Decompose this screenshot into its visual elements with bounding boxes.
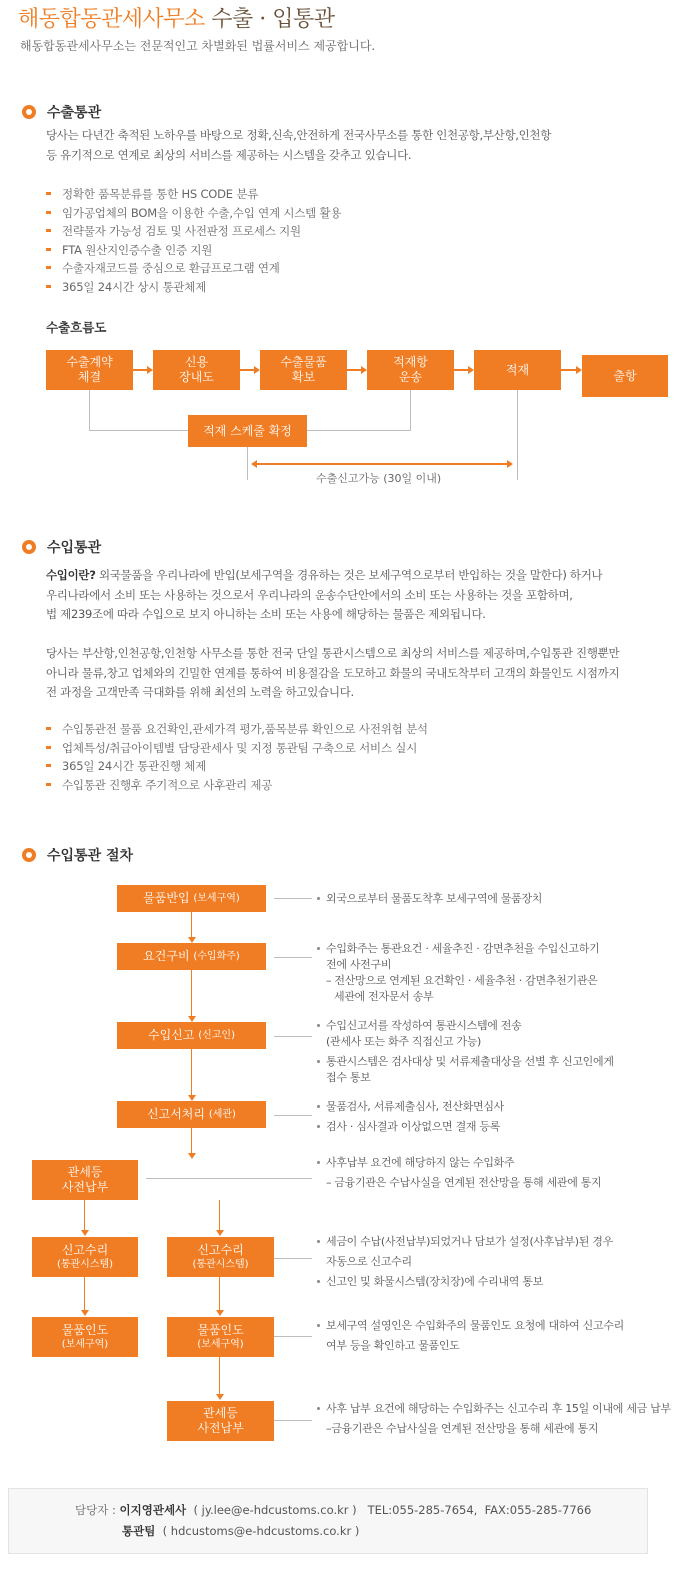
- page-title-main: 해동합동관세사무소: [18, 7, 205, 32]
- step-prepay-right: 관세등 사전납부: [167, 1401, 274, 1441]
- connector-line: [307, 430, 411, 431]
- import-definition-text: 법 제239조에 따라 수입으로 보지 아니하는 소비 또는 사용에 해당하는 물품은 제외됩니다.: [46, 607, 486, 621]
- connector-line: [274, 957, 312, 958]
- step-accept-left: 신고수리 (통관시스템): [32, 1237, 138, 1277]
- connector-line: [146, 1178, 312, 1179]
- desc-prepay-right: 사후 납부 요건에 해당하는 수입화주는 신고수리 후 15일 이내에 세금 납부 –금융기관은 수납사실을 연계된 전산망을 통해 세관에 통지: [317, 1401, 671, 1437]
- contact-label: 담당자 :: [75, 1503, 116, 1517]
- import-definition: [46, 566, 656, 625]
- contact-name: 이지영관세사: [119, 1503, 187, 1517]
- import-definition-text: 외국물품을 우리나라에 반입(보세구역을 경유하는 것은 보세구역으로부터 반입하는 것을 말한다) 하거나: [95, 568, 603, 582]
- arrow-down-icon: [216, 1230, 224, 1236]
- import-section-title: 수입통관: [47, 540, 102, 556]
- connector-line: [219, 1200, 220, 1230]
- flow-arrow-line: [454, 369, 468, 371]
- connector-line: [89, 430, 188, 431]
- export-intro: [46, 126, 656, 165]
- flow-arrow-line: [347, 369, 361, 371]
- arrow-right-icon: [576, 366, 582, 374]
- import-section-header: [22, 537, 101, 557]
- contact-team: 통관팀: [122, 1524, 156, 1538]
- procedure-section-header: [22, 845, 133, 865]
- contact-row-team: [122, 1523, 359, 1539]
- export-flow-title: 수출흐름도: [46, 320, 107, 335]
- period-label: 수출신고가능 (30일 이내): [316, 472, 442, 485]
- arrow-right-icon: [468, 366, 474, 374]
- connector-line: [191, 970, 192, 1016]
- flow-arrow-line: [240, 369, 254, 371]
- list-item: 365일 24시간 통관진행 체제: [46, 757, 428, 776]
- import-definition-text: 우리나라에서 소비 또는 사용하는 것으로서 우리나라의 운송수단안에서의 소비 또는 사용하는 것을 포함하며,: [46, 587, 573, 602]
- list-item: 임가공업체의 BOM을 이용한 수출,수입 연계 시스템 활용: [46, 204, 341, 223]
- desc-requirements: 수입화주는 통관요건 · 세율추진 · 감면추천을 수입신고하기 전에 사전구비 – 전산망으로 연계된 요건확인 · 세율추천 · 감면추천기관은 세관에 전자문서 송부: [317, 941, 599, 1005]
- desc-import-declaration: 수입신고서를 작성하여 통관시스템에 전송 (관세사 또는 화주 직접신고 가능) 통관시스템은 검사대상 및 서류제출대상을 선별 후 신고인에게 접수 통보: [317, 1018, 614, 1086]
- import-feature-list: [46, 720, 428, 794]
- import-intro-line: 아니라 물류,창고 업체와의 긴밀한 연계를 통하여 비용절감을 도모하고 화물의 국내도착부터 고객의 화물인도 시점까지: [46, 665, 620, 680]
- list-item: 전략물자 가능성 검토 및 사전판정 프로세스 지원: [46, 222, 341, 241]
- connector-line: [89, 390, 90, 430]
- flow-schedule-box: 적재 스케줄 확정: [188, 415, 307, 447]
- page-title: [18, 2, 335, 33]
- connector-line: [84, 1277, 85, 1310]
- contact-fax: FAX:055-285-7766: [484, 1503, 592, 1517]
- connector-line: [410, 390, 411, 430]
- step-processing: 신고서처리 (세관): [117, 1101, 266, 1128]
- connector-line: [274, 1036, 312, 1037]
- connector-line: [191, 1049, 192, 1095]
- import-intro-line: 전 과정을 고객만족 극대화를 위해 최선의 노력을 하고있습니다.: [46, 685, 354, 699]
- page-title-accent: 수출 · 입통관: [211, 7, 335, 32]
- list-item: 수입통관전 물품 요건확인,관세가격 평가,품목분류 확인으로 사전위험 분석: [46, 720, 428, 739]
- list-item: FTA 원산지인증수출 인증 지원: [46, 241, 341, 260]
- procedure-section-title: 수입통관 절차: [47, 848, 134, 864]
- flow-step-departure: 출항: [582, 355, 668, 397]
- arrow-down-icon: [216, 1394, 224, 1400]
- step-deliver-left: 물품인도 (보세구역): [32, 1317, 138, 1357]
- circle-bullet-icon: [22, 848, 36, 862]
- arrow-down-icon: [81, 1230, 89, 1236]
- desc-processing: 물품검사, 서류제출심사, 전산화면심사 검사 · 심사결과 이상없으면 결재 등록: [317, 1099, 504, 1135]
- circle-bullet-icon: [22, 105, 36, 119]
- export-intro-line: 당사는 다년간 축적된 노하우를 바탕으로 정확,신속,안전하게 전국사무소를 통한 인천공항,부산항,인천항: [46, 128, 552, 142]
- arrow-down-icon: [188, 1095, 196, 1101]
- desc-goods-entry: 외국으로부터 물품도착후 보세구역에 물품장치: [317, 891, 542, 907]
- desc-accept: 세금이 수납(사전납부)되었거나 담보가 설정(사후납부)된 경우 자동으로 신고수리 신고인 및 화물시스템(장치장)에 수리내역 통보: [317, 1234, 613, 1290]
- step-accept-right: 신고수리 (통관시스템): [167, 1237, 274, 1277]
- export-section-title: 수출통관: [47, 105, 102, 121]
- flow-step-contract: 수출계약 체결: [46, 350, 133, 390]
- step-deliver-right: 물품인도 (보세구역): [167, 1317, 274, 1357]
- page-subtitle: 해동합동관세사무소는 전문적인고 차별화된 법률서비스 제공합니다.: [20, 39, 376, 53]
- contact-box: [8, 1488, 648, 1554]
- arrow-down-icon: [188, 1016, 196, 1022]
- desc-prepay-left: 사후납부 요건에 해당하지 않는 수입화주 – 금융기관은 수납사실을 연계된 전산망을 통해 세관에 통지: [317, 1155, 601, 1191]
- connector-line: [274, 1336, 312, 1337]
- import-intro: [46, 644, 656, 703]
- export-intro-line: 등 유기적으로 연계로 최상의 서비스를 제공하는 시스템을 갖추고 있습니다.: [46, 147, 412, 162]
- arrow-left-icon: [251, 460, 257, 468]
- contact-tel: TEL:055-285-7654,: [367, 1503, 478, 1517]
- connector-line: [191, 912, 192, 937]
- connector-line: [274, 1258, 312, 1259]
- arrow-down-icon: [216, 1310, 224, 1316]
- connector-line: [219, 1277, 220, 1310]
- arrow-down-icon: [188, 937, 196, 943]
- connector-line: [274, 1115, 312, 1116]
- list-item: 정확한 품목분류를 통한 HS CODE 분류: [46, 185, 341, 204]
- step-goods-entry: 물품반입 (보세구역): [117, 885, 266, 912]
- connector-line: [247, 447, 248, 480]
- list-item: 수입통관 진행후 주기적으로 사후관리 제공: [46, 776, 428, 795]
- flow-arrow-line: [133, 369, 147, 371]
- contact-email[interactable]: ( jy.lee@e-hdcustoms.co.kr ): [193, 1503, 357, 1517]
- import-definition-term: 수입이란?: [46, 568, 96, 582]
- connector-line: [219, 1357, 220, 1394]
- export-section-header: [22, 102, 101, 122]
- connector-line: [517, 390, 518, 480]
- contact-row-primary: [75, 1502, 591, 1518]
- flow-step-loading: 적재: [474, 350, 561, 390]
- flow-arrow-line: [561, 369, 576, 371]
- desc-deliver: 보세구역 설영인은 수입화주의 물품인도 요청에 대하여 신고수리 여부 등을 확인하고 물품인도: [317, 1318, 624, 1354]
- import-intro-line: 당사는 부산항,인천공항,인천항 사무소를 통한 전국 단일 통관시스템으로 최상의 서비스를 제공하며,수입통관 진행뿐만: [46, 646, 620, 660]
- list-item: 365일 24시간 상시 통관체제: [46, 278, 341, 297]
- step-prepay-left: 관세등 사전납부: [32, 1160, 138, 1200]
- arrow-right-icon: [147, 366, 153, 374]
- period-line: [257, 463, 507, 465]
- connector-line: [84, 1200, 85, 1230]
- connector-line: [274, 1420, 312, 1421]
- connector-line: [191, 1128, 192, 1153]
- arrow-right-icon: [254, 366, 260, 374]
- flow-step-transport: 적재항 운송: [367, 350, 454, 390]
- arrow-right-icon: [507, 460, 513, 468]
- arrow-right-icon: [361, 366, 367, 374]
- connector-line: [274, 898, 312, 899]
- arrow-down-icon: [81, 1310, 89, 1316]
- flow-step-goods: 수출물품 확보: [260, 350, 347, 390]
- list-item: 업체특성/취급아이템별 담당관세사 및 지정 통관팀 구축으로 서비스 실시: [46, 739, 428, 758]
- arrow-down-icon: [188, 1153, 196, 1159]
- contact-team-email[interactable]: ( hdcustoms@e-hdcustoms.co.kr ): [162, 1524, 360, 1538]
- list-item: 수출자재코드를 중심으로 환급프로그램 연계: [46, 259, 341, 278]
- flow-step-credit: 신용 장내도: [153, 350, 240, 390]
- circle-bullet-icon: [22, 540, 36, 554]
- step-requirements: 요건구비 (수입화주): [117, 943, 266, 970]
- step-import-declaration: 수입신고 (신고인): [117, 1022, 266, 1049]
- export-feature-list: [46, 185, 341, 296]
